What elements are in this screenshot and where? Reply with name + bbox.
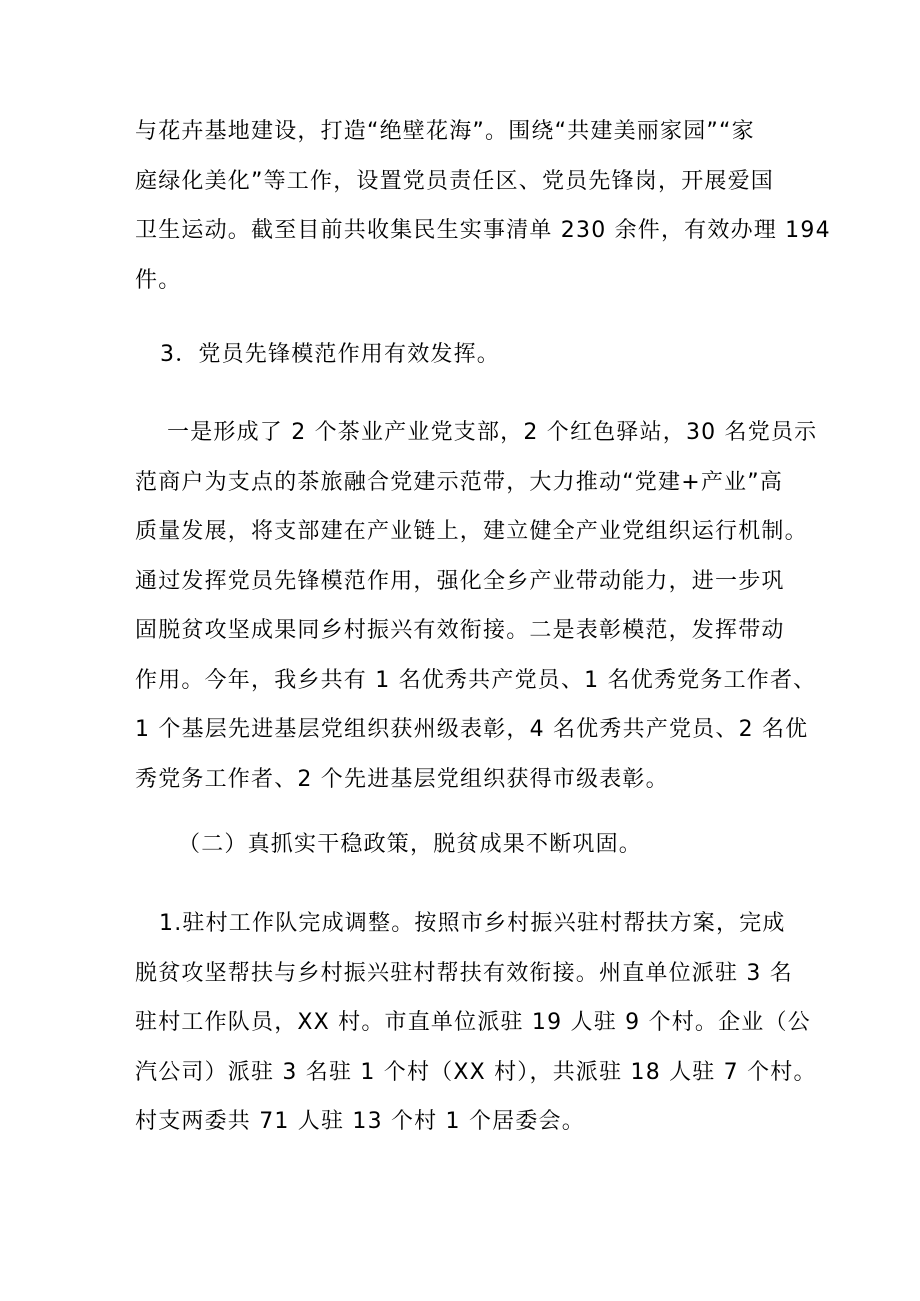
section-heading-2 bbox=[178, 820, 858, 870]
text-line: 1.驻村工作队完成调整。按照市乡村振兴驻村帮扶方案，完成 bbox=[159, 911, 786, 936]
text-line: 与花卉基地建设，打造“绝壁花海”。围绕“共建美丽家园”“家 bbox=[135, 119, 755, 144]
text-line: 汽公司）派驻 3 名驻 1 个村（XX 村），共派驻 18 人驻 7 个村。 bbox=[135, 1059, 817, 1085]
heading-text: 3．党员先锋模范作用有效发挥。 bbox=[160, 342, 500, 367]
text-line: 质量发展，将支部建在产业链上，建立健全产业党组织运行机制。 bbox=[135, 519, 808, 544]
text-line: 固脱贫攻坚成果同乡村振兴有效衔接。二是表彰模范，发挥带动 bbox=[135, 618, 785, 643]
text-line: 庭绿化美化”等工作，设置党员责任区、党员先锋岗，开展爱国 bbox=[135, 168, 774, 194]
paragraph-continuation bbox=[135, 107, 831, 305]
text-line: 秀党务工作者、2 个先进基层党组织获得市级表彰。 bbox=[135, 766, 669, 792]
section-heading-3 bbox=[160, 330, 840, 380]
text-line: 村支两委共 71 人驻 13 个村 1 个居委会。 bbox=[135, 1109, 585, 1134]
text-line: 通过发挥党员先锋模范作用，强化全乡产业带动能力，进一步巩 bbox=[135, 568, 785, 594]
text-line: 卫生运动。截至目前共收集民生实事清单 230 余件，有效办理 194 bbox=[135, 218, 831, 243]
text-line: 驻村工作队员，XX 村。市直单位派驻 19 人驻 9 个村。企业（公 bbox=[135, 1010, 811, 1035]
paragraph-village-team bbox=[135, 899, 815, 1147]
text-line: 作用。今年，我乡共有 1 名优秀共产党员、1 名优秀党务工作者、 bbox=[135, 667, 817, 693]
heading-text: （二）真抓实干稳政策，脱贫成果不断巩固。 bbox=[178, 832, 643, 857]
text-line: 一是形成了 2 个茶业产业党支部，2 个红色驿站，30 名党员示 bbox=[167, 420, 818, 445]
text-line: 范商户为支点的茶旅融合党建示范带，大力推动“党建+产业”高 bbox=[135, 469, 784, 495]
paragraph-pioneer-role bbox=[135, 408, 818, 804]
text-line: 件。 bbox=[135, 267, 182, 293]
text-line: 1 个基层先进基层党组织获州级表彰，4 名优秀共产党员、2 名优 bbox=[135, 717, 809, 742]
text-line: 脱贫攻坚帮扶与乡村振兴驻村帮扶有效衔接。州直单位派驻 3 名 bbox=[135, 960, 793, 986]
